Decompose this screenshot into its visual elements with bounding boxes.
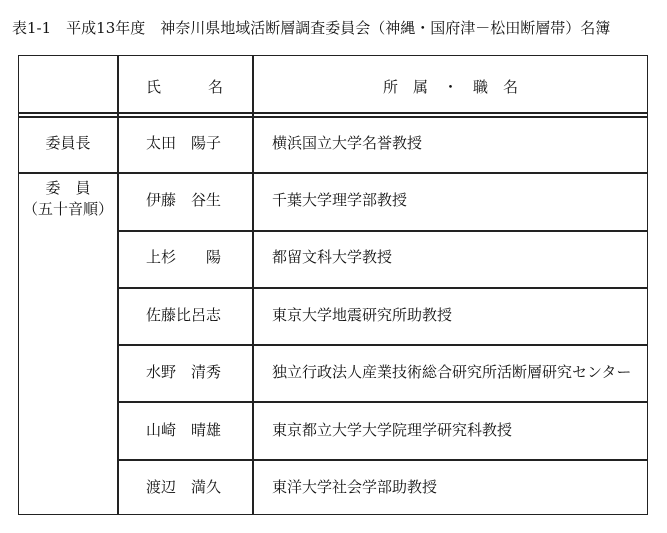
member-name: 太田 陽子 <box>146 134 222 152</box>
row-rule <box>118 459 648 461</box>
role-members-order-note: （五十音順） <box>22 200 113 218</box>
header-name: 氏 名 <box>146 78 240 96</box>
header-affiliation: 所 属 ・ 職 名 <box>382 78 518 96</box>
row-rule <box>118 401 648 403</box>
member-name: 渡辺 満久 <box>146 478 222 496</box>
role-chair: 委員長 <box>45 134 91 152</box>
member-name: 佐藤比呂志 <box>146 306 222 324</box>
column-divider <box>117 55 119 515</box>
row-rule <box>18 172 648 174</box>
member-affiliation: 東京都立大学大学院理学研究科教授 <box>272 421 513 439</box>
header-rule <box>18 112 648 114</box>
member-affiliation: 東京大学地震研究所助教授 <box>272 306 453 324</box>
member-affiliation: 都留文科大学教授 <box>272 248 393 266</box>
member-affiliation: 独立行政法人産業技術総合研究所活断層研究センター <box>272 363 632 381</box>
role-members: 委 員 <box>45 179 91 197</box>
member-name: 山崎 晴雄 <box>146 421 222 439</box>
row-rule <box>118 230 648 232</box>
member-affiliation: 東洋大学社会学部助教授 <box>272 478 438 496</box>
row-rule <box>118 344 648 346</box>
header-rule <box>18 116 648 118</box>
member-name: 上杉 陽 <box>146 248 222 266</box>
column-divider <box>252 55 254 515</box>
member-name: 伊藤 谷生 <box>146 191 222 209</box>
table-caption: 表1-1 平成13年度 神奈川県地域活断層調査委員会（神縄・国府津－松田断層帯）名簿 <box>12 19 611 37</box>
row-rule <box>118 287 648 289</box>
table-border <box>18 55 648 515</box>
member-name: 水野 清秀 <box>146 363 222 381</box>
member-affiliation: 横浜国立大学名誉教授 <box>272 134 423 152</box>
member-affiliation: 千葉大学理学部教授 <box>272 191 408 209</box>
